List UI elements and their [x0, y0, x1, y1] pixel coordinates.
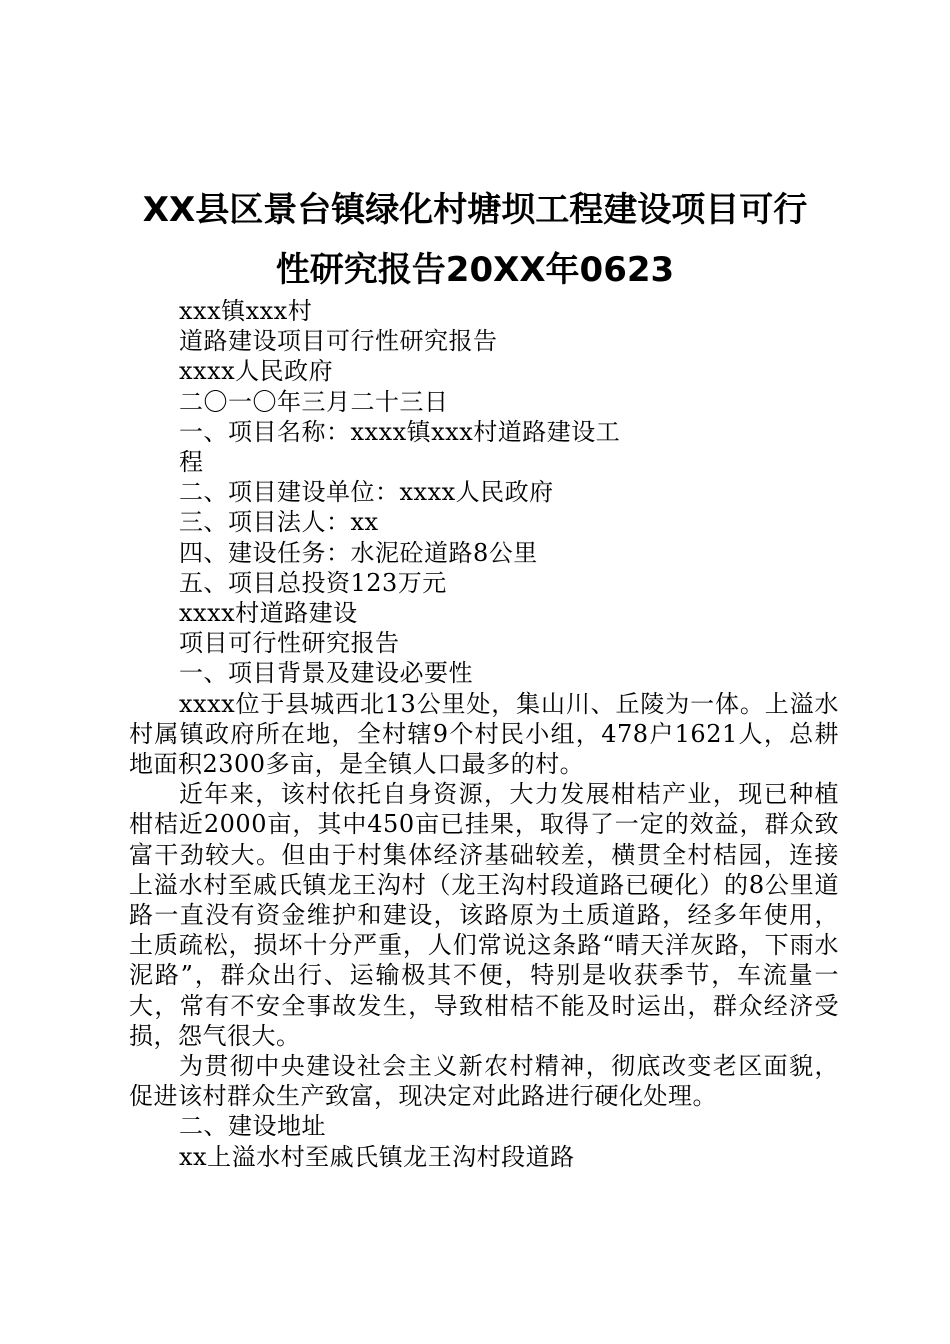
- document-title-line-1: XX县区景台镇绿化村塘坝工程建设项目可行: [142, 190, 808, 230]
- document-body: [129, 296, 839, 1172]
- subtitle-road-construction: xxxx村道路建设: [179, 599, 358, 628]
- summary-item-project-name-cont: 程: [179, 448, 204, 477]
- summary-item-task: 四、建设任务：水泥砼道路8公里: [179, 538, 538, 567]
- summary-item-construction-unit: 二、项目建设单位：xxxx人民政府: [179, 478, 554, 507]
- cover-report-name: 道路建设项目可行性研究报告: [179, 327, 498, 356]
- summary-item-project-name: 一、项目名称：xxxx镇xxx村道路建设工: [179, 417, 621, 446]
- paragraph-decision: 为贯彻中央建设社会主义新农村精神，彻底改变老区面貌，促进该村群众生产致富，现决定对此路进行硬化处理。: [129, 1052, 839, 1111]
- cover-date: 二〇一〇年三月二十三日: [179, 387, 449, 416]
- paragraph-recent-years: 近年来，该村依托自身资源，大力发展柑桔产业，现已种植柑桔近2000亩，其中450亩已挂果，取得了一定的效益，群众致富干劲较大。但由于村集体经济基础较差，横贯全村桔园，连接上溢水村至戚氏镇龙王沟村（龙王沟村段道路已硬化）的8公里道路一直没有资金维护和建设，该路原为土质道路，经多年使用，土质疏松，损坏十分严重，人们常说这条路“晴天洋灰路，下雨水泥路”，群众出行、运输极其不便，特别是收获季节，车流量一大，常有不安全事故发生，导致柑桔不能及时运出，群众经济受损，怨气很大。: [129, 780, 839, 1050]
- subtitle-feasibility-report: 项目可行性研究报告: [179, 629, 400, 658]
- section-heading-address: 二、建设地址: [179, 1112, 326, 1141]
- summary-item-investment: 五、项目总投资123万元: [179, 568, 447, 597]
- section-heading-background: 一、项目背景及建设必要性: [179, 659, 473, 688]
- cover-village: xxx镇xxx村: [179, 297, 313, 325]
- summary-item-legal-person: 三、项目法人：xx: [179, 508, 379, 537]
- paragraph-location: xxxx位于县城西北13公里处，集山川、丘陵为一体。上溢水村属镇政府所在地，全村辖9个村民小组，478户1621人，总耕地面积2300多亩，是全镇人口最多的村。: [129, 689, 839, 779]
- document-title-line-2: 性研究报告20XX年0623: [275, 250, 675, 290]
- address-text: xx上溢水村至戚氏镇龙王沟村段道路: [179, 1142, 575, 1171]
- cover-government: xxxx人民政府: [179, 357, 334, 386]
